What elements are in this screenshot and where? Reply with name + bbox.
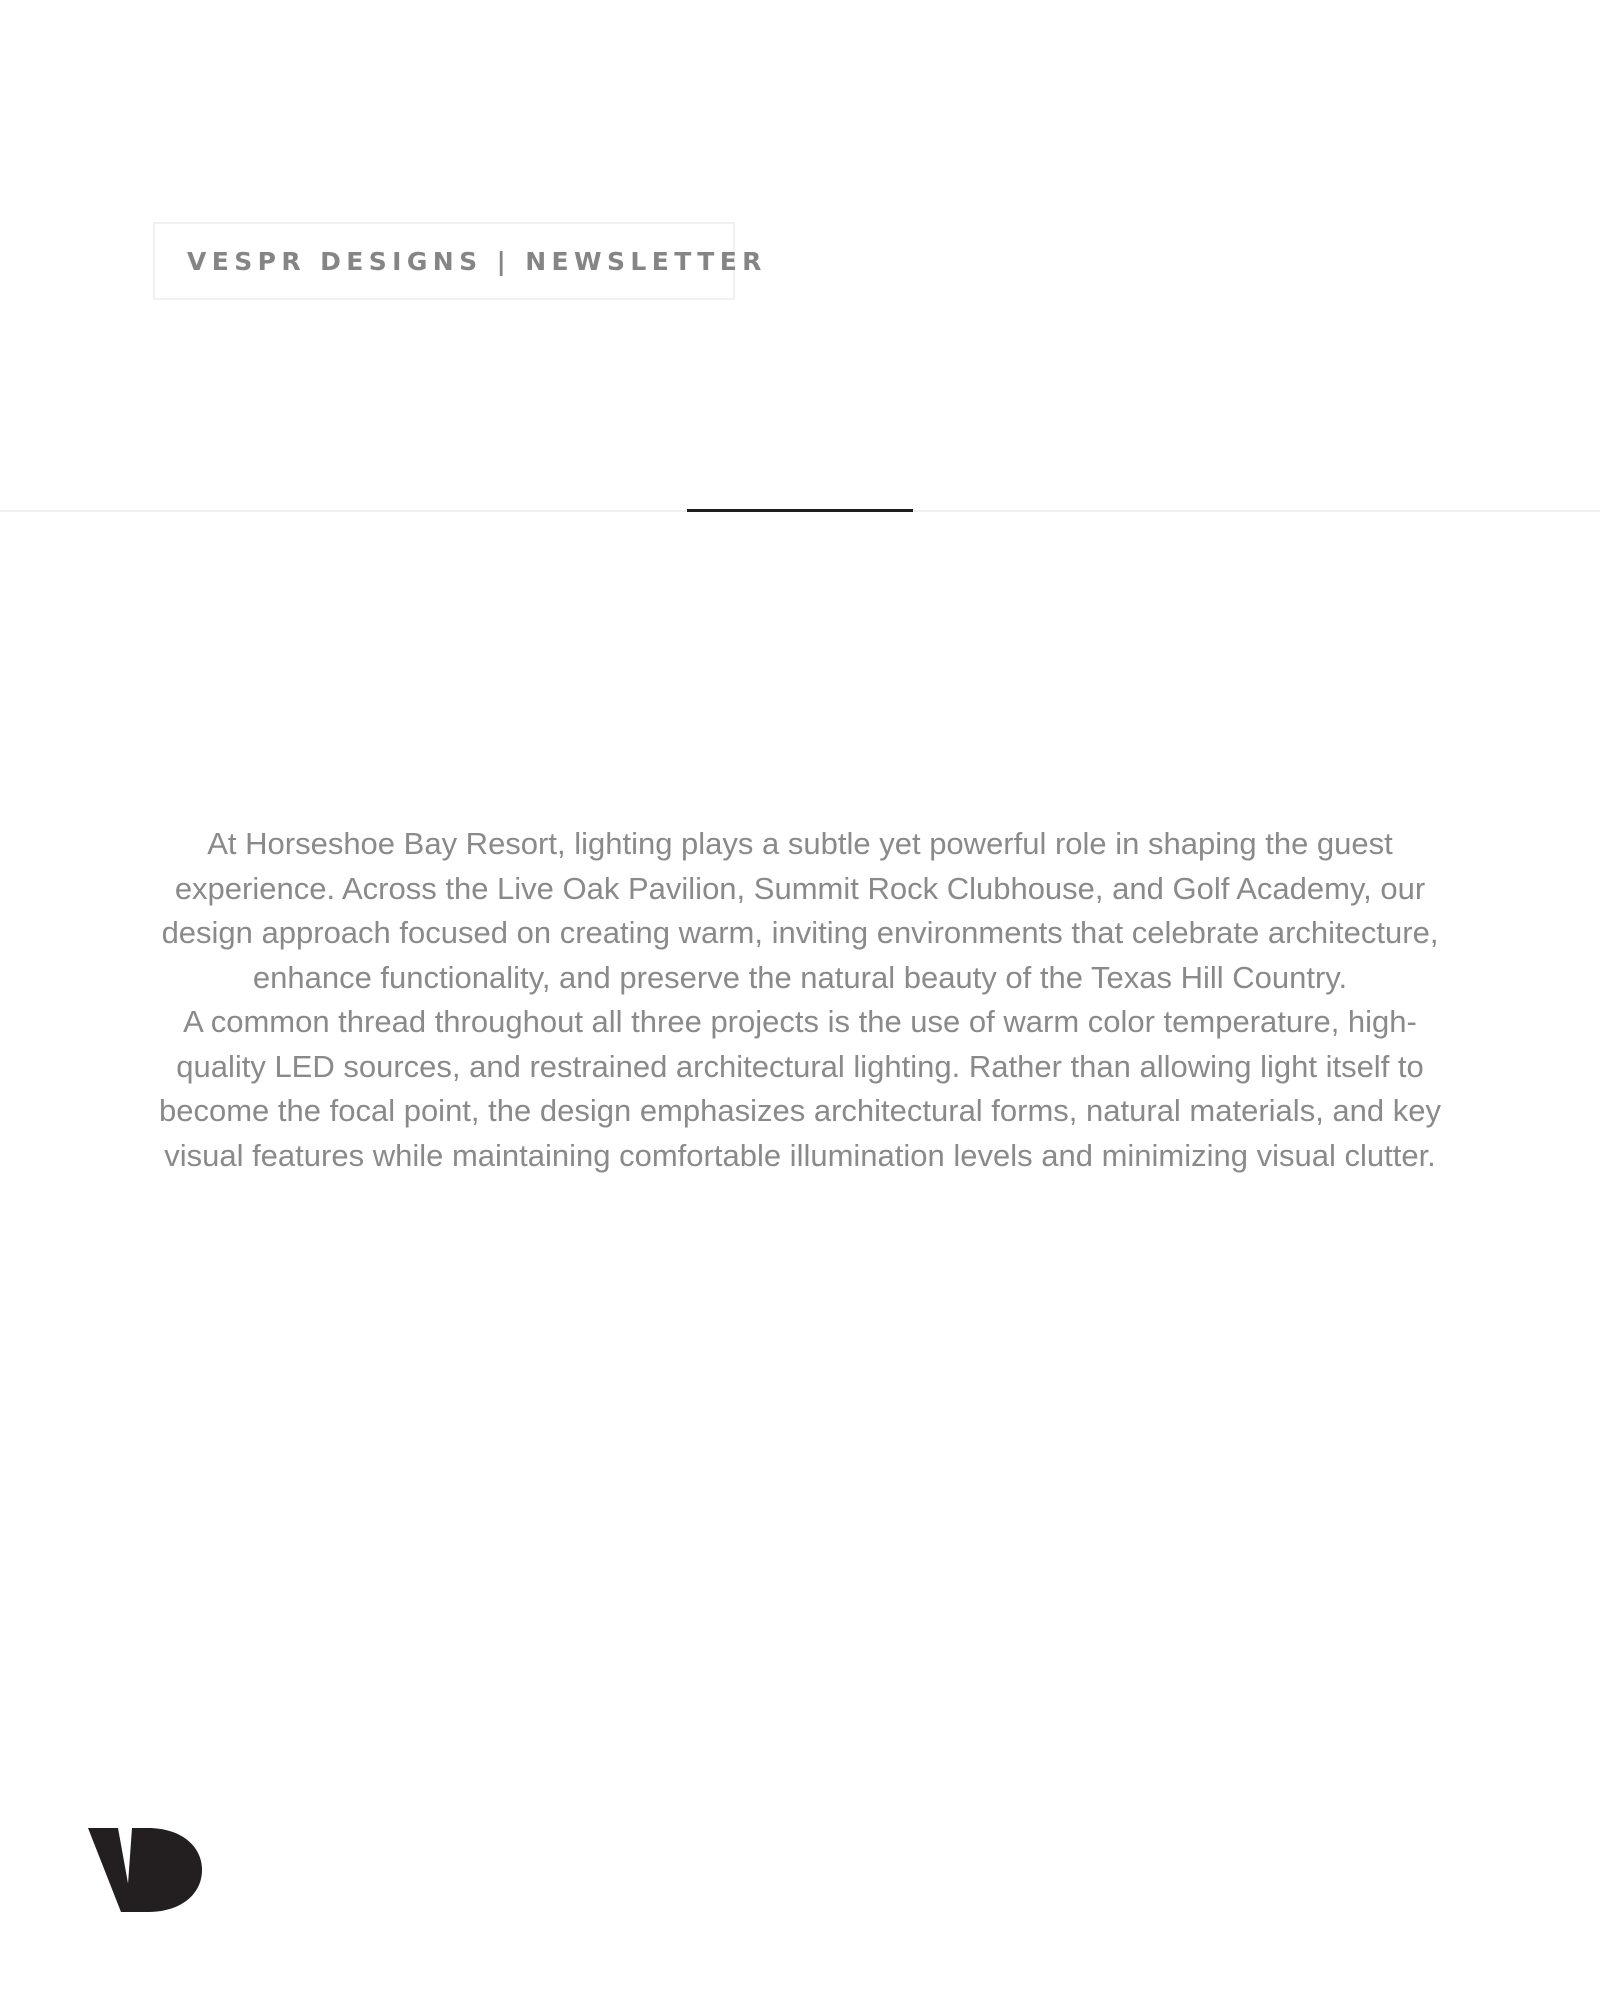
article-paragraph: A common thread throughout all three projects is the use of warm color temperature, high-quality LED sources, and restrained architectural lighting. Rather than allowing light itself to become the focal point, the design emphasizes architectural forms, natural materials, and key visual features while maintaining comfortable illumination levels and minimizing visual clutter. xyxy=(159,1004,1441,1173)
newsletter-header-label: VESPR DESIGNS | NEWSLETTER xyxy=(187,246,767,276)
newsletter-header-badge xyxy=(153,222,767,300)
article-paragraph: At Horseshoe Bay Resort, lighting plays a subtle yet powerful role in shaping the guest experience. Across the Live Oak Pavilion, Summit Rock Clubhouse, and Golf Academy, our design approach focused on creating warm, inviting environments that celebrate architecture, enhance functionality, and preserve the natural beauty of the Texas Hill Country. xyxy=(161,826,1439,995)
vespr-logo-icon xyxy=(88,1826,202,1914)
article-body xyxy=(150,822,1450,1178)
section-divider-accent xyxy=(687,509,913,512)
